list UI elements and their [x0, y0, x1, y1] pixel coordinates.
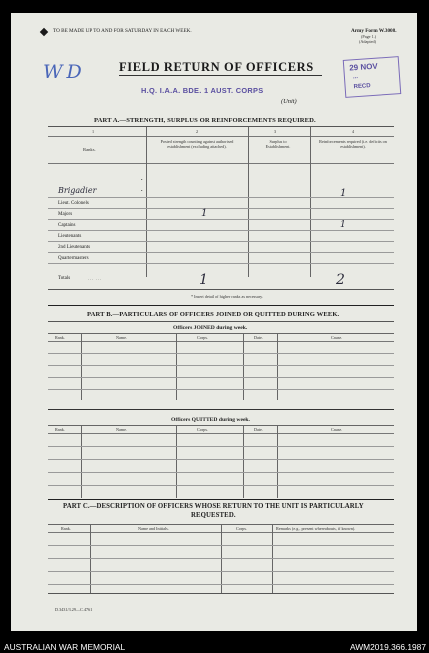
row-rule: [48, 263, 394, 264]
joined-row-rule: [48, 389, 394, 390]
row-rule: [48, 208, 394, 209]
quitted-header-rule: [48, 433, 394, 434]
col-divider-2: [248, 127, 249, 277]
joined-col-date: Date.: [254, 335, 263, 340]
army-form-number: Army Form W.3008.: [351, 28, 397, 34]
col-number-3: 3: [274, 129, 277, 134]
handwritten-mark: WD: [43, 61, 86, 83]
quitted-heading: Officers QUITTED during week.: [171, 417, 250, 423]
joined-table: [48, 333, 394, 399]
unit-label: (Unit): [281, 98, 297, 105]
part-c-col-name: Name and Initials.: [138, 526, 169, 531]
quitted-col-divider: [81, 426, 82, 498]
quitted-row-rule: [48, 459, 394, 460]
rank-brigadier: Brigadier: [58, 186, 97, 195]
adapted-note: (Adapted): [359, 39, 376, 44]
totals-posted: 1: [199, 272, 208, 288]
row-rule: [48, 252, 394, 253]
page-number: (Page 1.): [361, 34, 377, 39]
part-a-bottom-rule: [48, 289, 394, 290]
col-header-posted: Posted strength counting against authorised establishment (excluding attached).: [160, 139, 234, 149]
date-stamp-line1: 29 NOV: [349, 61, 379, 73]
part-a-footnote: * Insert detail of higher ranks as necessary.: [191, 294, 264, 299]
brigadier-reinforcements: 1: [340, 188, 347, 199]
quitted-table: [48, 425, 394, 497]
joined-col-rank: Rank.: [55, 335, 65, 340]
header-rule: [48, 163, 394, 164]
quitted-col-name: Name.: [116, 427, 128, 432]
part-c-row-rule: [48, 558, 394, 559]
quitted-col-divider: [277, 426, 278, 498]
quitted-row-rule: [48, 446, 394, 447]
part-c-col-divider: [272, 525, 273, 593]
part-a-table: [48, 127, 394, 287]
rank-row-marker: •: [141, 188, 143, 193]
print-code: D.3431/3.29—C.4761: [55, 607, 93, 612]
joined-col-name: Name.: [116, 335, 128, 340]
quitted-col-cause: Cause.: [331, 427, 343, 432]
part-c-bottom-rule: [48, 593, 394, 594]
col-number-2: 2: [196, 129, 199, 134]
joined-col-divider: [176, 334, 177, 400]
joined-row-rule: [48, 365, 394, 366]
row-rule: [48, 241, 394, 242]
footer-accession-number: AWM2019.366.1987: [349, 642, 426, 652]
row-rule: [48, 230, 394, 231]
hole-punch-mark: [40, 28, 48, 36]
part-c-col-corps: Corps.: [236, 526, 248, 531]
part-c-heading-line1: PART C.—DESCRIPTION OF OFFICERS WHOSE RETURN TO THE UNIT IS PARTICULARLY: [63, 503, 364, 510]
instruction-text: TO BE MADE UP TO AND FOR SATURDAY IN EACH WEEK.: [53, 28, 192, 34]
part-c-table: [48, 524, 394, 592]
totals-label: Totals: [58, 276, 71, 281]
quitted-col-corps: Corps.: [197, 427, 209, 432]
quitted-row-rule: [48, 472, 394, 473]
joined-heading: Officers JOINED during week.: [173, 325, 248, 331]
form-title: FIELD RETURN OF OFFICERS: [119, 60, 314, 74]
col-header-ranks: Ranks.: [83, 147, 96, 152]
col-header-reinforcements: Reinforcements required (i.e. deficits on establishment).: [319, 139, 387, 149]
rank-majors: Majors: [58, 212, 73, 217]
joined-header-rule: [48, 341, 394, 342]
part-c-row-rule: [48, 545, 394, 546]
part-c-col-divider: [221, 525, 222, 593]
rank-lieut-colonels: Lieut. Colonels: [58, 201, 89, 206]
part-a-heading: PART A.—STRENGTH, SURPLUS OR REINFORCEMENTS REQUIRED.: [94, 117, 316, 124]
rank-row-marker: •: [141, 177, 143, 182]
footer-institution: AUSTRALIAN WAR MEMORIAL: [4, 642, 126, 652]
date-stamp-line3: RECD: [353, 83, 371, 91]
document-page: [11, 13, 417, 631]
lt-col-reinforcements: 1: [340, 220, 346, 230]
joined-row-rule: [48, 353, 394, 354]
quitted-col-divider: [243, 426, 244, 498]
joined-bottom-rule: [48, 409, 394, 410]
part-a-end-rule: [48, 305, 394, 306]
rank-captains: Captains: [58, 223, 76, 228]
quitted-col-date: Date.: [254, 427, 263, 432]
part-c-col-rank: Rank.: [61, 526, 71, 531]
archive-footer: [0, 640, 429, 653]
rank-2nd-lieutenants: 2nd Lieutenants: [58, 245, 91, 250]
joined-col-divider: [81, 334, 82, 400]
joined-col-corps: Corps.: [197, 335, 209, 340]
joined-col-divider: [243, 334, 244, 400]
part-b-top-rule: [48, 321, 394, 322]
quitted-col-divider: [176, 426, 177, 498]
col-number-1: 1: [92, 129, 95, 134]
rank-lieutenants: Lieutenants: [58, 234, 82, 239]
unit-stamp: H.Q. I.A.A. BDE. 1 AUST. CORPS: [141, 86, 264, 95]
part-c-heading-line2: REQUESTED.: [191, 512, 236, 519]
part-b-end-rule: [48, 499, 394, 500]
received-date-stamp: [343, 56, 402, 98]
date-stamp-line2: ...: [352, 73, 359, 81]
totals-dots: ... ...: [88, 276, 103, 281]
majors-posted: 1: [201, 208, 208, 219]
rank-quartermasters: Quartermasters: [58, 256, 89, 261]
joined-col-cause: Cause.: [331, 335, 343, 340]
col-divider-3: [310, 127, 311, 277]
col-number-4: 4: [352, 129, 355, 134]
part-b-heading: PART B.—PARTICULARS OF OFFICERS JOINED OR QUITTED DURING WEEK.: [87, 311, 340, 318]
totals-reinforcements: 2: [336, 272, 345, 288]
quitted-col-rank: Rank.: [55, 427, 65, 432]
quitted-row-rule: [48, 485, 394, 486]
col-number-rule: [48, 136, 394, 137]
joined-row-rule: [48, 377, 394, 378]
col-divider-1: [146, 127, 147, 277]
part-c-col-divider: [90, 525, 91, 593]
col-header-surplus: Surplus to Establishment.: [265, 139, 291, 149]
part-c-col-remarks: Remarks (e.g., present whereabouts, if known).: [276, 526, 356, 531]
joined-col-divider: [277, 334, 278, 400]
part-c-row-rule: [48, 571, 394, 572]
part-c-row-rule: [48, 584, 394, 585]
title-underline: [119, 75, 322, 76]
